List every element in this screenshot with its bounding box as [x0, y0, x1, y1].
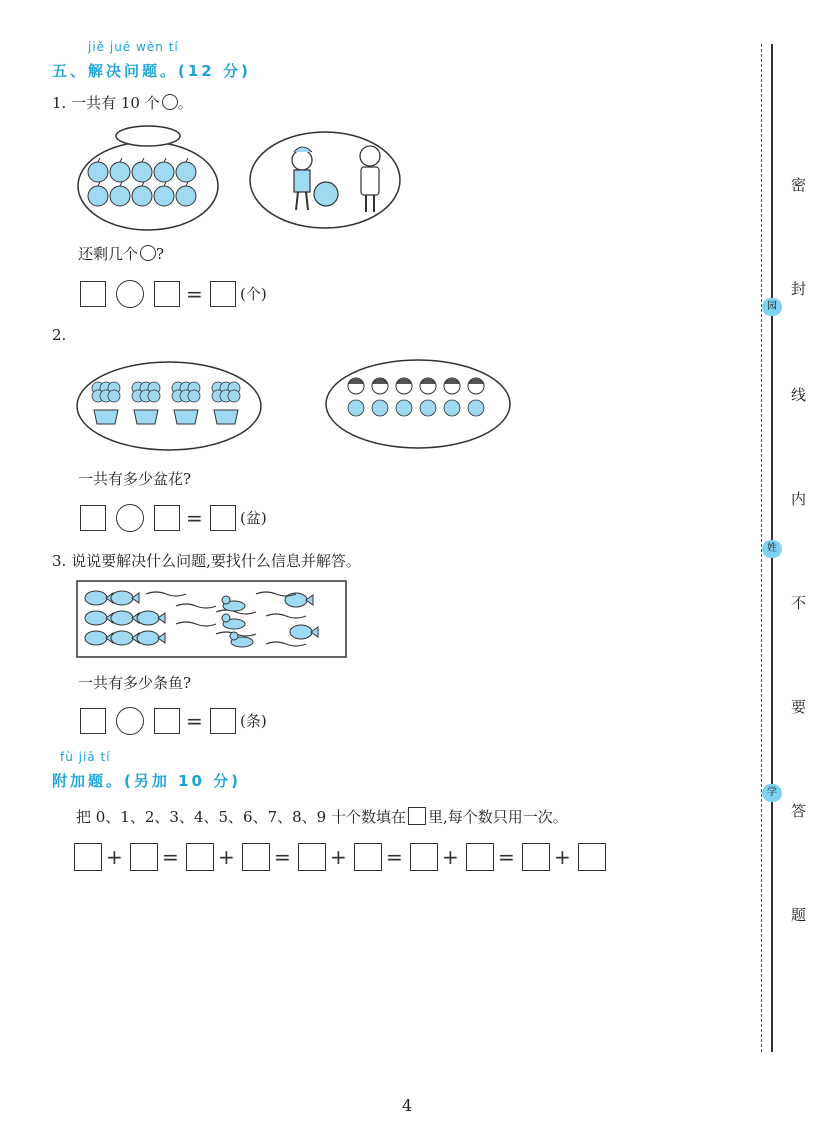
side-char: 要 — [791, 698, 807, 716]
answer-box[interactable] — [130, 843, 158, 871]
q1-question-suffix: ? — [156, 245, 165, 263]
bonus-text-after: 里,每个数只用一次。 — [427, 808, 568, 826]
answer-box[interactable] — [210, 281, 236, 307]
q3-question: 一共有多少条鱼? — [78, 674, 192, 692]
answer-box[interactable] — [186, 843, 214, 871]
plus-sign: + — [106, 845, 123, 869]
answer-box[interactable] — [210, 708, 236, 734]
answer-box[interactable] — [298, 843, 326, 871]
side-char: 题 — [791, 906, 807, 924]
operator-circle[interactable] — [116, 504, 144, 532]
bonus-title: 附加题。(另加 10 分) — [52, 772, 242, 790]
equals-sign: = — [186, 282, 203, 306]
operator-circle[interactable] — [116, 707, 144, 735]
answer-box[interactable] — [80, 708, 106, 734]
side-char: 内 — [791, 490, 807, 508]
q2-question: 一共有多少盆花? — [78, 470, 192, 488]
inline-box — [408, 807, 426, 825]
answer-box[interactable] — [410, 843, 438, 871]
section-title: 五、解决问题。(12 分) — [52, 62, 251, 80]
operator-circle[interactable] — [116, 280, 144, 308]
answer-box[interactable] — [242, 843, 270, 871]
q2-illustration — [76, 358, 516, 458]
q1-question-text: 还剩几个 — [78, 245, 139, 263]
answer-box[interactable] — [80, 505, 106, 531]
equals-sign: = — [274, 845, 291, 869]
bonus-text-before: 把 0、1、2、3、4、5、6、7、8、9 十个数填在 — [76, 808, 406, 826]
plus-sign: + — [554, 845, 571, 869]
answer-box[interactable] — [210, 505, 236, 531]
plus-sign: + — [442, 845, 459, 869]
equals-sign: = — [186, 709, 203, 733]
equals-sign: = — [162, 845, 179, 869]
q1-illustration — [70, 120, 450, 235]
side-char: 封 — [791, 280, 807, 298]
answer-box[interactable] — [154, 505, 180, 531]
q3-unit: (条) — [240, 712, 267, 730]
q3-illustration — [76, 580, 348, 660]
answer-box[interactable] — [154, 281, 180, 307]
q3-text: 3. 说说要解决什么问题,要找什么信息并解答。 — [52, 552, 361, 570]
q1-label: 1. 一共有 10 个 — [52, 94, 160, 112]
equals-sign: = — [498, 845, 515, 869]
bonus-pinyin: fù jiā tí — [60, 750, 111, 764]
answer-box[interactable] — [354, 843, 382, 871]
plus-sign: + — [330, 845, 347, 869]
answer-box[interactable] — [80, 281, 106, 307]
equals-sign: = — [186, 506, 203, 530]
q1-unit: (个) — [240, 285, 267, 303]
answer-box[interactable] — [466, 843, 494, 871]
page-number: 4 — [402, 1096, 413, 1115]
side-char: 线 — [791, 386, 807, 404]
side-char: 不 — [791, 594, 807, 612]
binding-tag: 学 — [762, 784, 782, 802]
q1-text — [52, 92, 193, 113]
section-pinyin: jiě jué wèn tí — [88, 40, 179, 54]
apple-icon — [162, 94, 178, 110]
side-char: 密 — [791, 176, 807, 194]
plus-sign: + — [218, 845, 235, 869]
side-char: 答 — [791, 802, 807, 820]
answer-box[interactable] — [74, 843, 102, 871]
q1-question — [78, 243, 164, 264]
answer-box[interactable] — [154, 708, 180, 734]
apple-icon — [140, 245, 156, 261]
answer-box[interactable] — [578, 843, 606, 871]
equals-sign: = — [386, 845, 403, 869]
answer-box[interactable] — [522, 843, 550, 871]
binding-tag: 姓 — [762, 540, 782, 558]
binding-tag: 园 — [762, 298, 782, 316]
q2-unit: (盆) — [240, 509, 267, 527]
bonus-instruction — [76, 806, 568, 827]
q1-suffix: 。 — [177, 94, 193, 112]
q2-number: 2. — [52, 326, 67, 344]
